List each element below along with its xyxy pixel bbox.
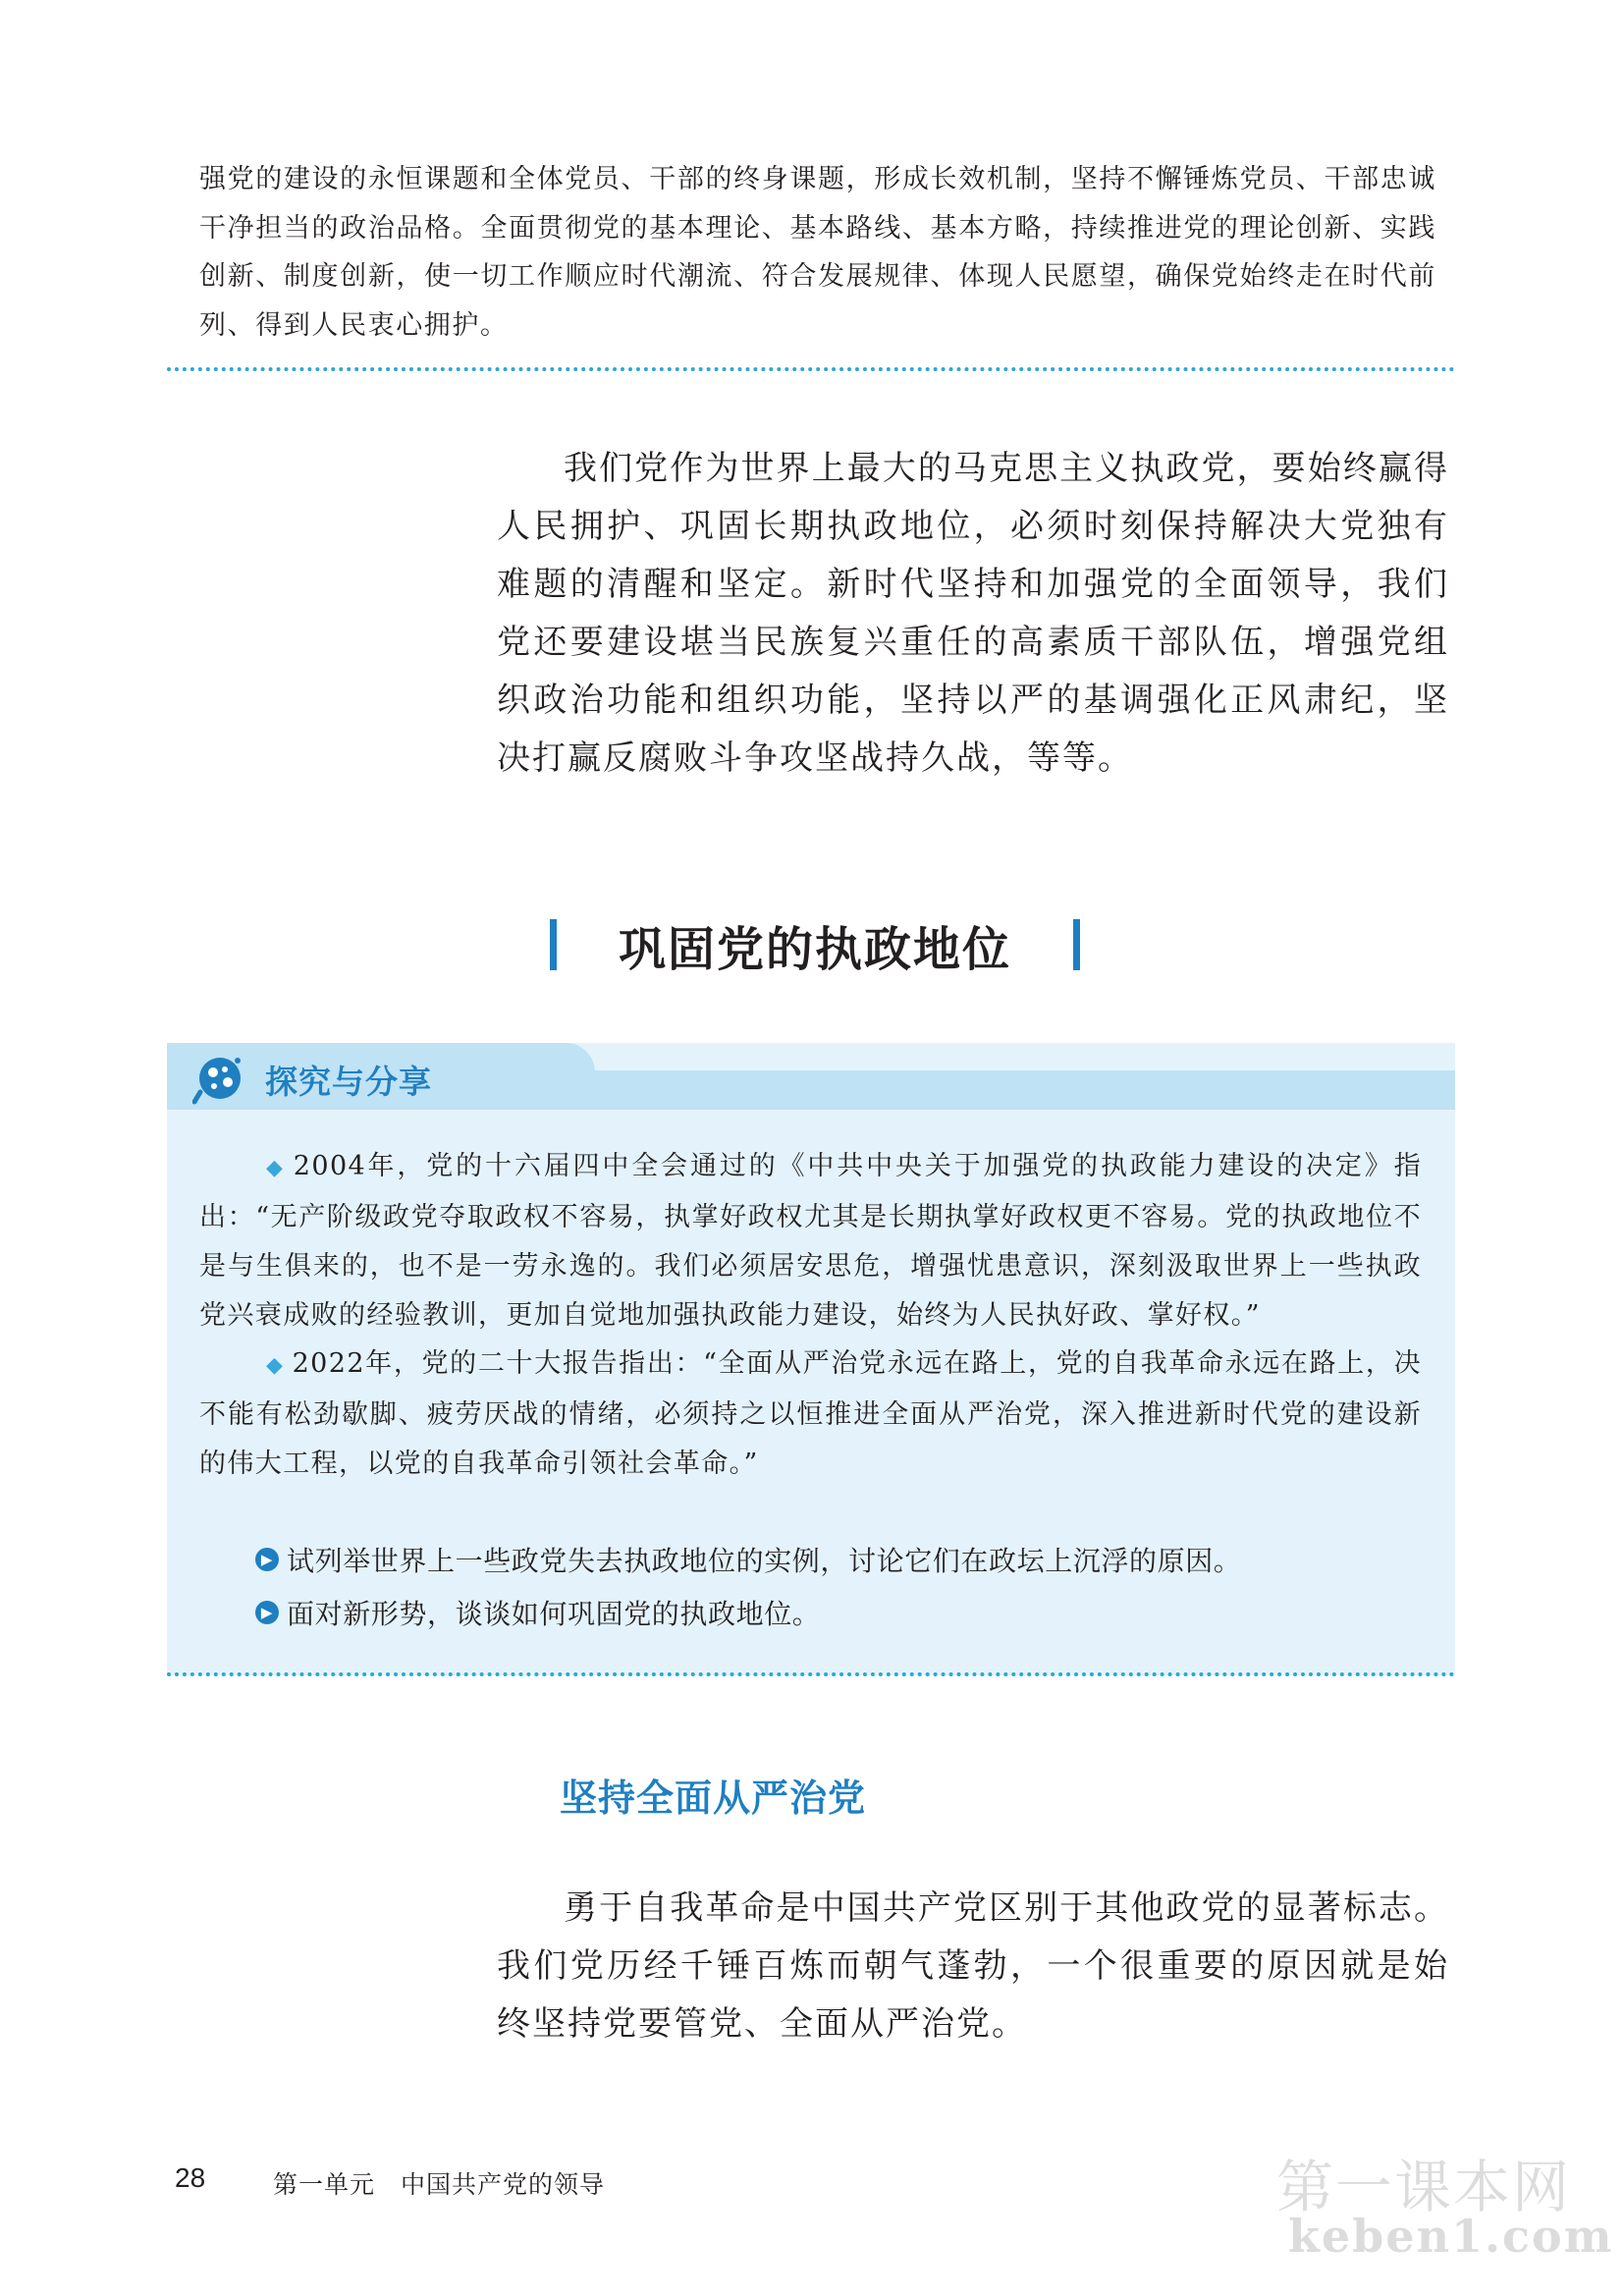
sub-heading: 坚持全面从严治党: [560, 1777, 867, 1820]
diamond-icon: ◆: [266, 1353, 285, 1378]
running-footer: [273, 2165, 605, 2201]
inquiry-material-1-text: 2004年，党的十六届四中全会通过的《中共中央关于加强党的执政能力建设的决定》指出：“无产阶级政党夺取政权不容易，执掌好政权尤其是长期执掌好政权更不容易。党的执政地位不是与生俱来的，也不是一劳永逸的。我们必须居安思危，增强忧患意识，深刻汲取世界上一些执政党兴衰成败的经验教训，更加自觉地加强执政能力建设，始终为人民执好政、掌好权。”: [199, 1151, 1422, 1331]
inquiry-material-1: [199, 1142, 1422, 1340]
arrow-bullet-icon: ▶: [255, 1601, 279, 1624]
inquiry-material-2-text: 2022年，党的二十大报告指出：“全面从严治党永远在路上，党的自我革命永远在路上，决不能有松劲歇脚、疲劳厌战的情绪，必须持之以恒推进全面从严治党，深入推进新时代党的建设新的伟大工程，以党的自我革命引领社会革命。”: [199, 1348, 1422, 1479]
arrow-bullet-icon: ▶: [255, 1548, 279, 1571]
inquiry-material-2: [199, 1339, 1422, 1489]
inquiry-question-text: 面对新形势，谈谈如何巩固党的执政地位。: [287, 1598, 821, 1630]
unit-title: 中国共产党的领导: [401, 2170, 606, 2199]
section-heading: [550, 913, 1080, 976]
heading-bar-right: [1073, 919, 1080, 970]
watermark-url: keben1.com: [1288, 2210, 1614, 2263]
watermark-title: 第一课本网: [1276, 2154, 1572, 2220]
unit-label: 第一单元: [273, 2170, 376, 2199]
body-paragraph-2: 勇于自我革命是中国共产党区别于其他政党的显著标志。我们党历经千锤百炼而朝气蓬勃，一个很重要的原因就是始终坚持党要管党、全面从严治党。: [497, 1888, 1449, 2044]
inquiry-question: [255, 1593, 820, 1632]
quote-continuation-text: 强党的建设的永恒课题和全体党员、干部的终身课题，形成长效机制，坚持不懈锤炼党员、干部忠诚干净担当的政治品格。全面贯彻党的基本理论、基本路线、基本方略，持续推进党的理论创新、实践创新、制度创新，使一切工作顺应时代潮流、符合发展规律、体现人民愿望，确保党始终走在时代前列、得到人民衷心拥护。: [199, 164, 1436, 341]
dotted-divider: [167, 1672, 1455, 1676]
diamond-icon: ◆: [266, 1156, 286, 1180]
inquiry-question: [255, 1540, 1241, 1579]
inquiry-question-text: 试列举世界上一些政党失去执政地位的实例，讨论它们在政坛上沉浮的原因。: [287, 1545, 1242, 1577]
dotted-divider: [167, 367, 1455, 371]
section-title: 巩固党的执政地位: [618, 921, 1011, 977]
magnifier-globe-icon: [192, 1053, 247, 1106]
heading-bar-left: [550, 919, 557, 970]
body-paragraph-1: 我们党作为世界上最大的马克思主义执政党，要始终赢得人民拥护、巩固长期执政地位，必须时刻保持解决大党独有难题的清醒和坚定。新时代坚持和加强党的全面领导，我们党还要建设堪当民族复兴重任的高素质干部队伍，增强党组织政治功能和组织功能，坚持以严的基调强化正风肃纪，坚决打赢反腐败斗争攻坚战持久战，等等。: [497, 449, 1449, 778]
page-number: 28: [175, 2162, 206, 2193]
inquiry-title: 探究与分享: [265, 1063, 432, 1101]
